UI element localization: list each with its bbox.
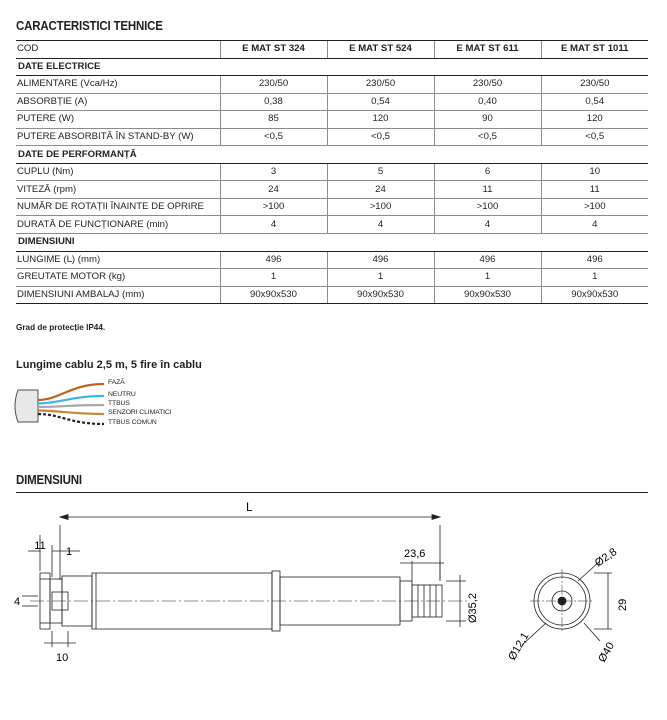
table-header-cell: E MAT ST 611 <box>434 41 541 59</box>
wire-line <box>38 414 104 424</box>
wire-line <box>38 411 104 415</box>
wire-label: NEUTRU <box>108 391 136 398</box>
wire-label: TTBUS COMUN <box>108 419 157 426</box>
table-cell: <0,5 <box>327 128 434 146</box>
table-row-label: ALIMENTARE (Vca/Hz) <box>16 76 220 94</box>
dimension-drawing <box>0 495 667 720</box>
table-row-label: GREUTATE MOTOR (kg) <box>16 269 220 287</box>
table-cell: >100 <box>541 198 648 216</box>
table-row <box>16 269 648 287</box>
table-cell: 3 <box>220 163 327 181</box>
dim-40-label: Ø40 <box>596 640 617 665</box>
dim-4-label: 4 <box>14 596 21 608</box>
cable-title: Lungime cablu 2,5 m, 5 fire în cablu <box>16 359 202 371</box>
table-cell: 4 <box>434 216 541 234</box>
dim-29-label: 29 <box>617 598 629 611</box>
table-cell: 90x90x530 <box>541 286 648 304</box>
table-header-cell: E MAT ST 524 <box>327 41 434 59</box>
table-cell: <0,5 <box>434 128 541 146</box>
dimensions-title: DIMENSIUNI <box>16 473 82 487</box>
dim-1-label: 1 <box>66 546 73 558</box>
table-cell: 230/50 <box>220 76 327 94</box>
table-group-label: DATE DE PERFORMANȚĂ <box>16 146 648 164</box>
table-cell: 230/50 <box>434 76 541 94</box>
table-row-label: PUTERE (W) <box>16 111 220 129</box>
table-cell: 90x90x530 <box>327 286 434 304</box>
table-cell: 4 <box>541 216 648 234</box>
table-group-row <box>16 58 648 76</box>
table-cell: 11 <box>434 181 541 199</box>
table-cell: 24 <box>327 181 434 199</box>
table-cell: 5 <box>327 163 434 181</box>
wire-line <box>38 384 104 400</box>
table-row-label: PUTERE ABSORBITĂ ÎN STAND-BY (W) <box>16 128 220 146</box>
wire-label: SENZORI CLIMATICI <box>108 409 172 416</box>
table-cell: 24 <box>220 181 327 199</box>
wire-line <box>38 405 104 407</box>
table-row <box>16 251 648 269</box>
table-cell: 0,38 <box>220 93 327 111</box>
table-row <box>16 93 648 111</box>
table-cell: 85 <box>220 111 327 129</box>
table-cell: 0,54 <box>327 93 434 111</box>
table-row-label: DIMENSIUNI AMBALAJ (mm) <box>16 286 220 304</box>
table-row <box>16 198 648 216</box>
cable-diagram <box>10 372 110 436</box>
dim-12-1-label: Ø12,1 <box>506 630 532 663</box>
table-row-label: NUMĂR DE ROTAȚII ÎNAINTE DE OPRIRE <box>16 198 220 216</box>
table-cell: >100 <box>327 198 434 216</box>
table-cell: 90x90x530 <box>434 286 541 304</box>
table-cell: 496 <box>434 251 541 269</box>
table-row <box>16 76 648 94</box>
table-header-cell: COD <box>16 41 220 59</box>
protection-note: Grad de protecție IP44. <box>16 323 106 332</box>
cable-sheath <box>15 390 38 422</box>
table-cell: 230/50 <box>541 76 648 94</box>
table-cell: 1 <box>220 269 327 287</box>
wire-label: TTBUS <box>108 400 130 407</box>
table-cell: 0,40 <box>434 93 541 111</box>
dim-2-8-label: Ø2,8 <box>592 545 620 570</box>
table-cell: 10 <box>541 163 648 181</box>
table-group-row <box>16 146 648 164</box>
table-group-label: DIMENSIUNI <box>16 234 648 252</box>
dim-23-6-label: 23,6 <box>404 548 426 560</box>
table-cell: 1 <box>541 269 648 287</box>
table-cell: >100 <box>220 198 327 216</box>
table-cell: 496 <box>327 251 434 269</box>
dim-11-label: 11 <box>34 540 46 552</box>
table-cell: <0,5 <box>541 128 648 146</box>
table-header-cell: E MAT ST 324 <box>220 41 327 59</box>
table-cell: 11 <box>541 181 648 199</box>
table-cell: 90 <box>434 111 541 129</box>
dimensions-rule <box>16 492 648 493</box>
table-cell: 230/50 <box>327 76 434 94</box>
table-row-label: DURATĂ DE FUNCȚIONARE (min) <box>16 216 220 234</box>
wire-label: FAZĂ <box>108 379 125 386</box>
table-cell: 120 <box>541 111 648 129</box>
table-cell: 6 <box>434 163 541 181</box>
table-cell: >100 <box>434 198 541 216</box>
table-row <box>16 286 648 304</box>
table-cell: 4 <box>327 216 434 234</box>
table-row <box>16 181 648 199</box>
table-cell: 4 <box>220 216 327 234</box>
page-title: CARACTERISTICI TEHNICE <box>16 19 163 33</box>
table-row <box>16 111 648 129</box>
table-row <box>16 216 648 234</box>
dim-l-label: L <box>246 500 253 514</box>
table-header-row <box>16 41 648 59</box>
table-group-row <box>16 234 648 252</box>
table-cell: 0,54 <box>541 93 648 111</box>
dim-10-label: 10 <box>56 652 69 664</box>
table-cell: 1 <box>434 269 541 287</box>
table-row-label: LUNGIME (L) (mm) <box>16 251 220 269</box>
table-cell: 1 <box>327 269 434 287</box>
table-row-label: VITEZĂ (rpm) <box>16 181 220 199</box>
table-cell: <0,5 <box>220 128 327 146</box>
table-cell: 120 <box>327 111 434 129</box>
table-header-cell: E MAT ST 1011 <box>541 41 648 59</box>
table-group-label: DATE ELECTRICE <box>16 58 648 76</box>
table-row-label: ABSORBȚIE (A) <box>16 93 220 111</box>
table-cell: 496 <box>220 251 327 269</box>
specs-table <box>16 40 648 304</box>
table-row <box>16 163 648 181</box>
table-row-label: CUPLU (Nm) <box>16 163 220 181</box>
table-cell: 496 <box>541 251 648 269</box>
dim-35-2-label: Ø35,2 <box>467 593 479 623</box>
table-row <box>16 128 648 146</box>
table-cell: 90x90x530 <box>220 286 327 304</box>
